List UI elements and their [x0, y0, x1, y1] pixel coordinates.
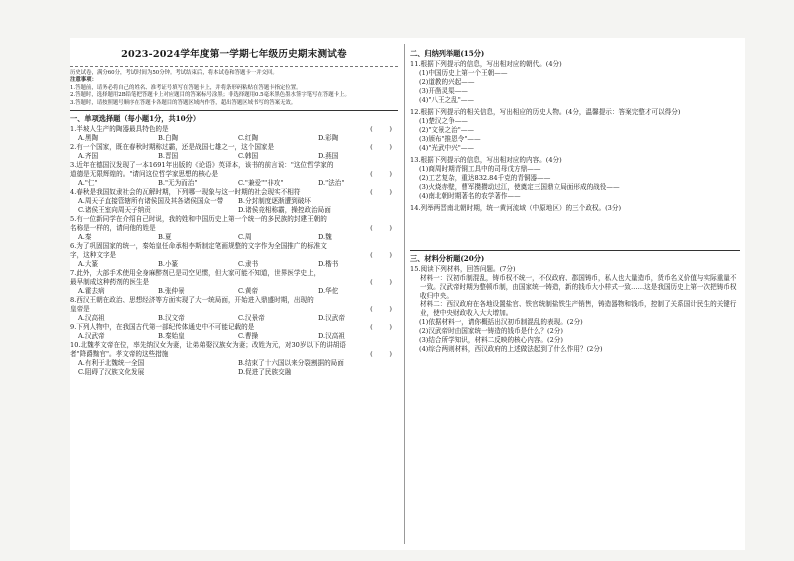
options-row	[70, 233, 398, 242]
option: D.汉武帝	[318, 314, 345, 323]
question-5	[70, 215, 398, 242]
q14-stem: 14.列举两晋南北朝时期，统一黄河流域（中原地区）的三个政权。(3分)	[410, 204, 622, 212]
option: D.汉高祖	[318, 332, 345, 341]
options-row	[70, 179, 398, 188]
q11-item: (1)中国历史上第一个王朝——	[419, 69, 508, 77]
answer-paren: ( )	[370, 323, 392, 332]
option: D."法治"	[318, 179, 345, 188]
options-row	[70, 332, 398, 341]
option: A.黑陶	[78, 134, 99, 143]
question-stem: 3.近年在德国汉发现了一本1691年出版的《论语》英译本，该书的前言说："这位哲学家的	[70, 161, 334, 170]
option: C.红陶	[238, 134, 259, 143]
option: D.魏	[318, 233, 332, 242]
q13-item: (1)商周时期青铜工具中的司母戊方鼎——	[419, 165, 541, 173]
options-row	[70, 206, 398, 215]
option: B.小篆	[158, 260, 179, 269]
option: A.汉高祖	[78, 314, 105, 323]
options-row	[70, 314, 398, 323]
option: A.周天子直接管辖所有诸侯国及其各诸侯国众一带	[78, 197, 224, 206]
options-row	[70, 152, 398, 161]
notice-2: 2.答题时，选择题用2B铅笔把答题卡上对应题目的答案标号涂黑；非选择题用0.5毫米黑色墨水签字笔写在答题卡上。	[70, 92, 350, 99]
question-3	[70, 161, 398, 188]
option: D.诸侯竞相称霸，操控政治局面	[238, 206, 331, 215]
option: A.大篆	[78, 260, 99, 269]
question-9	[70, 323, 398, 341]
section-2-heading: 二、归纳列举题(15分)	[410, 49, 485, 58]
option: C.阻碍了汉族文化发展	[78, 368, 145, 377]
question-8	[70, 296, 398, 323]
question-stem: 5.有一位新同学在介绍自己时说，我的姓和中国历史上第一个统一的多民族的封建王朝的	[70, 215, 327, 224]
question-1	[70, 125, 398, 143]
q12-item: (2)"文景之治"——	[419, 126, 474, 134]
question-stem: 10.北魏孝文帝在位，率先纳汉女为妻，让弟弟娶汉族女为妻；改姓为元，对30岁以下的讲胡语	[70, 341, 347, 350]
question-stem-cont: 者"降爵黜官"。孝文帝的这些措施	[70, 350, 169, 359]
options-row	[70, 260, 398, 269]
section-3-heading: 三、材料分析题(20分)	[410, 250, 740, 265]
option: B.汉文帝	[158, 314, 185, 323]
option: B.夏	[158, 233, 172, 242]
option: B.白陶	[158, 134, 179, 143]
question-stem: 8.西汉王朝在政治、思想经济等方面实现了大一统局面，开始进入鼎盛时期，出现的	[70, 296, 314, 305]
option: B.张仲景	[158, 287, 185, 296]
option: D.促进了民族交融	[238, 368, 292, 377]
q11-item: (2)道教的兴起——	[419, 78, 475, 86]
question-stem: 9.下列人物中，在我国古代第一部纪传体通史中不可能记载的是	[70, 323, 255, 332]
q15-stem: 15.阅读下列材料，回答问题。(7分)	[410, 265, 516, 273]
option: D.楷书	[318, 260, 339, 269]
q12-item: (4)"光武中兴"——	[419, 144, 474, 152]
option: C.周	[238, 233, 252, 242]
question-6	[70, 242, 398, 269]
option: C.黄帝	[238, 287, 259, 296]
answer-paren: ( )	[370, 224, 392, 233]
question-stem: 1.半坡人生产的陶器最具特色的是	[70, 125, 169, 134]
answer-paren: ( )	[370, 251, 392, 260]
question-list	[70, 125, 398, 377]
question-stem-cont: 最早制成这种药剂的医生是	[70, 278, 150, 287]
right-column	[410, 38, 740, 354]
option: B."无为而治"	[158, 179, 198, 188]
q12-stem: 12.根据下列提示的相关信息，写出相应的历史人物。(4分，温馨提示：答案完整才可以得分)	[410, 108, 681, 116]
option: A.秦	[78, 233, 92, 242]
options-row	[70, 287, 398, 296]
q11-item: (3)开凿灵渠——	[419, 87, 468, 95]
option: A."仁"	[78, 179, 98, 188]
option: D.华佗	[318, 287, 339, 296]
q13-item: (4)南北朝时期著名的农学著作——	[419, 192, 521, 200]
section-1-heading: 一、单项选择题（每小题1分，共10分）	[70, 110, 398, 125]
question-10	[70, 341, 398, 377]
left-column	[70, 38, 398, 377]
material-2: 材料二：西汉政府在各地设置盐官、铁官统制盐铁生产销售，铸造器物和钱币，控制了关系国计民生的关键行业，使中央财政收入大大增加。	[420, 300, 737, 318]
options-row	[70, 368, 398, 377]
options-row	[70, 197, 398, 206]
answer-paren: ( )	[370, 305, 392, 314]
option: C.隶书	[238, 260, 259, 269]
option: A.汉武帝	[78, 332, 105, 341]
option: B.晋国	[158, 152, 179, 161]
notice-title: 注意事项：	[70, 77, 97, 84]
notice-3: 3.答题时，请按照题号顺序在答题卡各题目的答题区域内作答，超出答题区域书写的答案无效。	[70, 99, 297, 106]
exam-sheet	[70, 38, 745, 550]
notice-1: 1.答题前，请务必将自己的姓名、准考证号填写在答题卡上，并将条形码粘贴在答题卡指定位置。	[70, 84, 302, 91]
answer-paren: ( )	[370, 350, 392, 359]
question-stem-cont: 名称是一样的，请问他的姓是	[70, 224, 156, 233]
option: A.霍去病	[78, 287, 105, 296]
question-stem: 6.为了巩固国家的统一，秦始皇任命承相李斯制定笔画规整的文字作为全国推广的标准文	[70, 242, 327, 251]
q11-stem: 11.根据下列提示的信息，写出相对应的朝代。(4分)	[410, 60, 562, 68]
question-stem: 4.春秋是我国奴隶社会的瓦解时期，下列哪一现象与这一时期的社会现实不相符	[70, 188, 301, 197]
options-row	[70, 359, 398, 368]
question-4	[70, 188, 398, 215]
cut-line	[70, 66, 398, 67]
option: B.秦始皇	[158, 332, 185, 341]
exam-title: 2023-2024学年度第一学期七年级历史期末测试卷	[121, 49, 347, 60]
options-row	[70, 134, 398, 143]
material-1: 材料一：汉初币制混乱，铸币权不统一，不仅政府、郡国铸币，私人也大量造币，货币名义价值与实际重量不一致。汉武帝时期为整顿币制，由国家统一铸造，新的钱币大小样式一致……这是我国历史上第一次把铸币权收归中央。	[420, 274, 737, 300]
q15-item: (4)综合两则材料，西汉政府的上述做法起到了什么作用？(2分)	[419, 344, 603, 353]
answer-paren: ( )	[370, 278, 392, 287]
q13-item: (2)工艺复杂，重达832.84千克的青铜器——	[419, 174, 551, 182]
option: C.曹操	[238, 332, 259, 341]
column-divider	[404, 44, 405, 544]
q15-item: (2)汉武帝时由国家统一铸造的钱币是什么？(2分)	[419, 326, 563, 335]
question-stem-cont: 字，这种文字是	[70, 251, 117, 260]
option: B.结束了十六国以来分裂割据的局面	[238, 359, 344, 368]
q13-stem: 13.根据下列提示的信息，写出相对应的内容。(4分)	[410, 156, 562, 164]
answer-paren: ( )	[370, 188, 392, 197]
question-stem: 2.有一个国家，既在春秋时期称过霸，还是战国七雄之一，这个国家是	[70, 143, 275, 152]
question-7	[70, 269, 398, 296]
q12-item: (1)楚汉之争——	[419, 117, 468, 125]
question-stem-cont: 道德是无限辉煌的。"请问这位哲学家思想的核心是	[70, 170, 219, 179]
q15-item: (3)结合所学知识，材料二反映的核心内容。(2分)	[419, 335, 563, 344]
option: A.齐国	[78, 152, 99, 161]
q13-item: (3)火烧赤壁，曹军攒攒动过江，使奠定三国鼎立局面形成的战役——	[419, 183, 620, 191]
option: C."兼爱""非攻"	[238, 179, 284, 188]
answer-paren: ( )	[370, 170, 392, 179]
question-stem: 7.此外，大部手术使用全身麻醉剂已是司空见惯，但大家可能不知道，世界医学史上，	[70, 269, 321, 278]
option: A.有利于北魏统一全国	[78, 359, 145, 368]
exam-info: 历史试卷，满分60分，考试时间为50分钟。考试结束后，将本试卷和答题卡一并交回。	[70, 70, 278, 76]
option: D.燕国	[318, 152, 339, 161]
option: B.分封制度逐渐遭到破坏	[238, 197, 311, 206]
q12-item: (3)颁布"推恩令"——	[419, 135, 481, 143]
option: C.汉景帝	[238, 314, 265, 323]
option: D.彩陶	[318, 134, 339, 143]
option: C.诸侯王室向周天子纳贡	[78, 206, 151, 215]
q15-item: (1)依据材料一，请你概括出汉初币制混乱的表现。(2分)	[419, 317, 583, 326]
option: C.韩国	[238, 152, 259, 161]
question-2	[70, 143, 398, 161]
question-stem-cont: 皇帝是	[70, 305, 90, 314]
q11-item: (4)"八王之乱"——	[419, 96, 474, 104]
answer-paren: ( )	[370, 125, 392, 134]
answer-paren: ( )	[370, 143, 392, 152]
